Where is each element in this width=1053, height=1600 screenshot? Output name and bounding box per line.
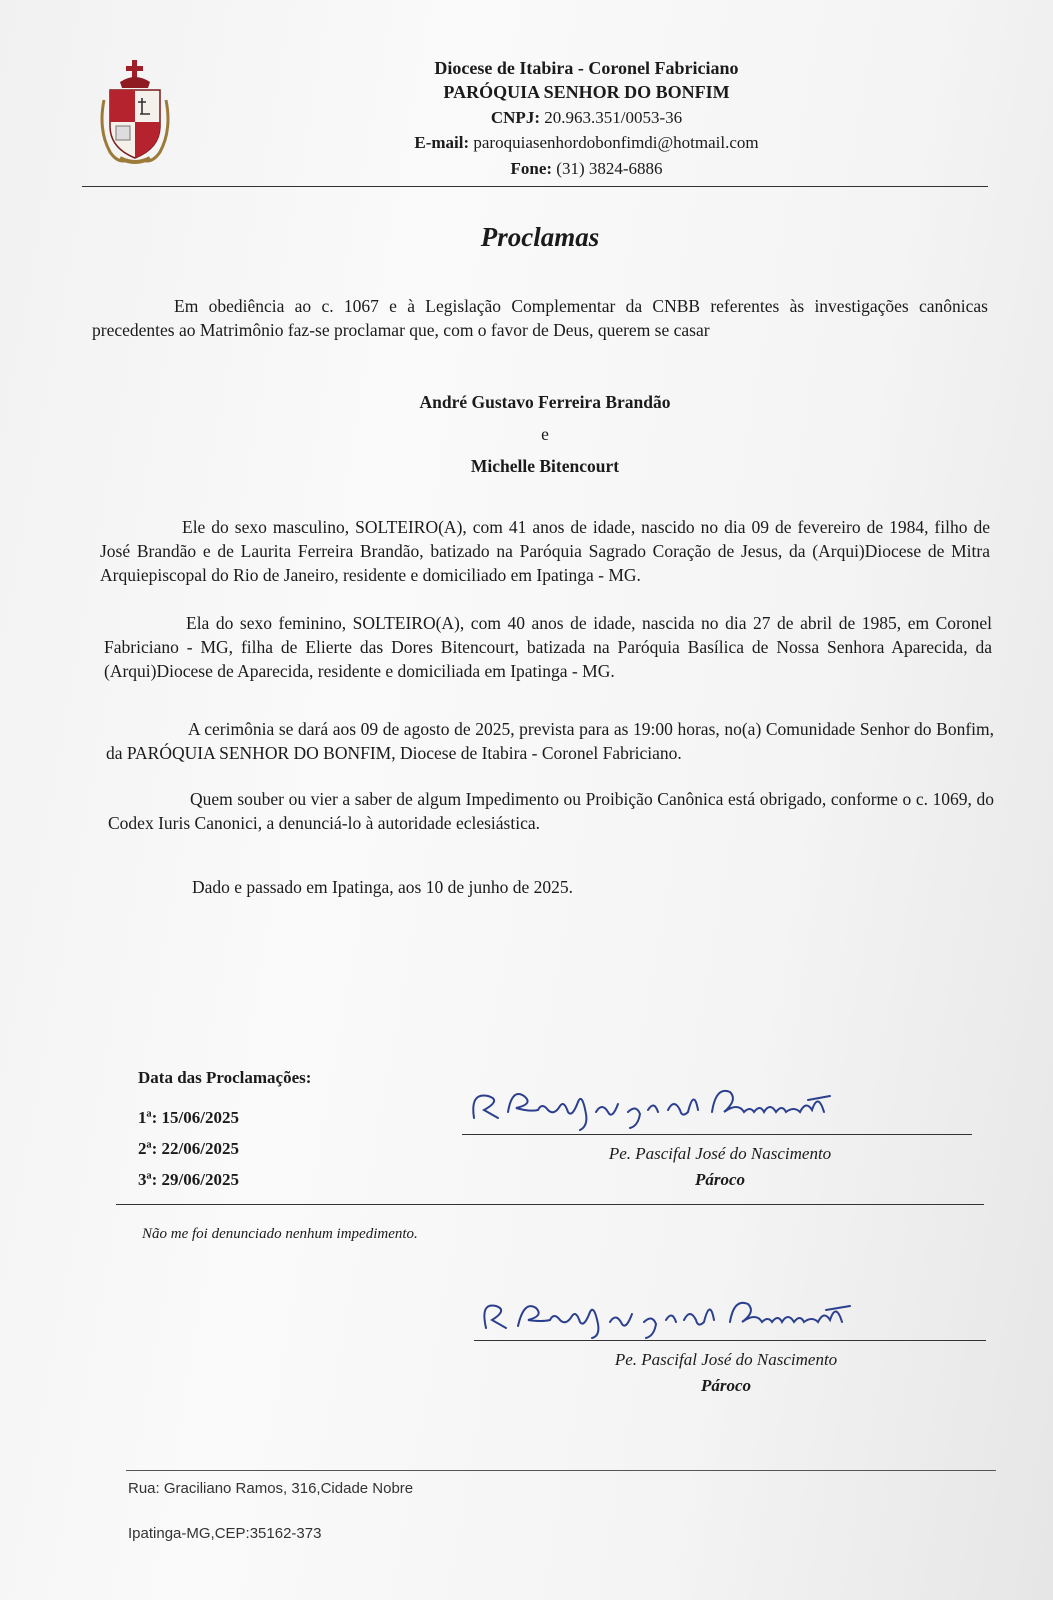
no-impediment-note: Não me foi denunciado nenhum impedimento.: [142, 1226, 418, 1242]
section-divider: [116, 1204, 984, 1205]
parish-name: PARÓQUIA SENHOR DO BONFIM: [443, 82, 730, 102]
cnpj-label: CNPJ:: [490, 108, 540, 127]
bride-paragraph: Ela do sexo feminino, SOLTEIRO(A), com 40 anos de idade, nascida no dia 27 de abril de 1985, em Coronel Fabriciano - MG, filha de Elierte das Dores Bitencourt, batizada na Paróquia Basílica de Nossa Senhora Aparecida, da (Arqui)Diocese de Aparecida, residente e domiciliada em Ipatinga - MG.: [104, 613, 992, 681]
email-value: paroquiasenhordobonfimdi@hotmail.com: [473, 133, 759, 152]
proclamation-date-2: 2ª: 22/06/2025: [138, 1139, 239, 1158]
signatory-block-1: [560, 1144, 880, 1190]
diocese-name: Diocese de Itabira - Coronel Fabriciano: [434, 58, 739, 78]
document-title: Proclamas: [480, 222, 600, 252]
cnpj-line: [60, 108, 1053, 128]
signature-line-2: [474, 1340, 986, 1341]
proclamation-dates: [138, 1068, 311, 1195]
handwritten-signature-1: [468, 1082, 858, 1132]
signatory-name-2: Pe. Pascifal José do Nascimento: [614, 1350, 838, 1369]
footer-divider: [126, 1470, 996, 1471]
intro-paragraph: Em obediência ao c. 1067 e à Legislação Complementar da CNBB referentes às investigações canônicas precedentes ao Matrimônio faz-se proclamar que, com o favor de Deus, querem se casar: [92, 296, 988, 340]
impediment-paragraph: Quem souber ou vier a saber de algum Impedimento ou Proibição Canônica está obrigado, conforme o c. 1069, do Codex Iuris Canonici, a denunciá-lo à autoridade eclesiástica.: [108, 789, 994, 833]
couple-names: [380, 386, 710, 482]
phone-value: (31) 3824-6886: [556, 159, 663, 178]
ceremony-paragraph: A cerimônia se dará aos 09 de agosto de 2025, prevista para as 19:00 horas, no(a) Comunidade Senhor do Bonfim, da PARÓQUIA SENHOR DO BONFIM, Diocese de Itabira - Coronel Fabriciano.: [106, 719, 994, 763]
signatory-block-2: [566, 1350, 886, 1396]
email-label: E-mail:: [414, 133, 470, 152]
groom-name: André Gustavo Ferreira Brandão: [419, 392, 671, 412]
proclamation-date-3: 3ª: 29/06/2025: [138, 1170, 239, 1189]
signatory-name-1: Pe. Pascifal José do Nascimento: [608, 1144, 832, 1163]
cnpj-value: 20.963.351/0053-36: [544, 108, 683, 127]
footer-street: Rua: Graciliano Ramos, 316,Cidade Nobre: [128, 1480, 414, 1497]
phone-label: Fone:: [510, 159, 553, 178]
handwritten-signature-2: [478, 1294, 878, 1340]
signature-line-1: [462, 1134, 972, 1135]
email-line: [60, 133, 1053, 153]
header-divider: [82, 186, 988, 187]
proclamation-date-1: 1ª: 15/06/2025: [138, 1108, 239, 1127]
proclamation-dates-label: Data das Proclamações:: [138, 1068, 312, 1087]
groom-paragraph: Ele do sexo masculino, SOLTEIRO(A), com 41 anos de idade, nascido no dia 09 de fevereiro de 1984, filho de José Brandão e de Laurita Ferreira Brandão, batizado na Paróquia Sagrado Coração de Jesus, da (Arqui)Diocese de Mitra Arquiepiscopal do Rio de Janeiro, residente e domiciliado em Ipatinga - MG.: [100, 517, 990, 585]
bride-name: Michelle Bitencourt: [470, 456, 620, 476]
phone-line: [60, 159, 1053, 179]
signatory-role-2: Pároco: [700, 1376, 752, 1395]
signatory-role-1: Pároco: [694, 1170, 746, 1189]
connector-text: e: [541, 424, 549, 444]
given-date-line: Dado e passado em Ipatinga, aos 10 de junho de 2025.: [192, 877, 574, 897]
footer-city: Ipatinga-MG,CEP:35162-373: [128, 1525, 322, 1542]
